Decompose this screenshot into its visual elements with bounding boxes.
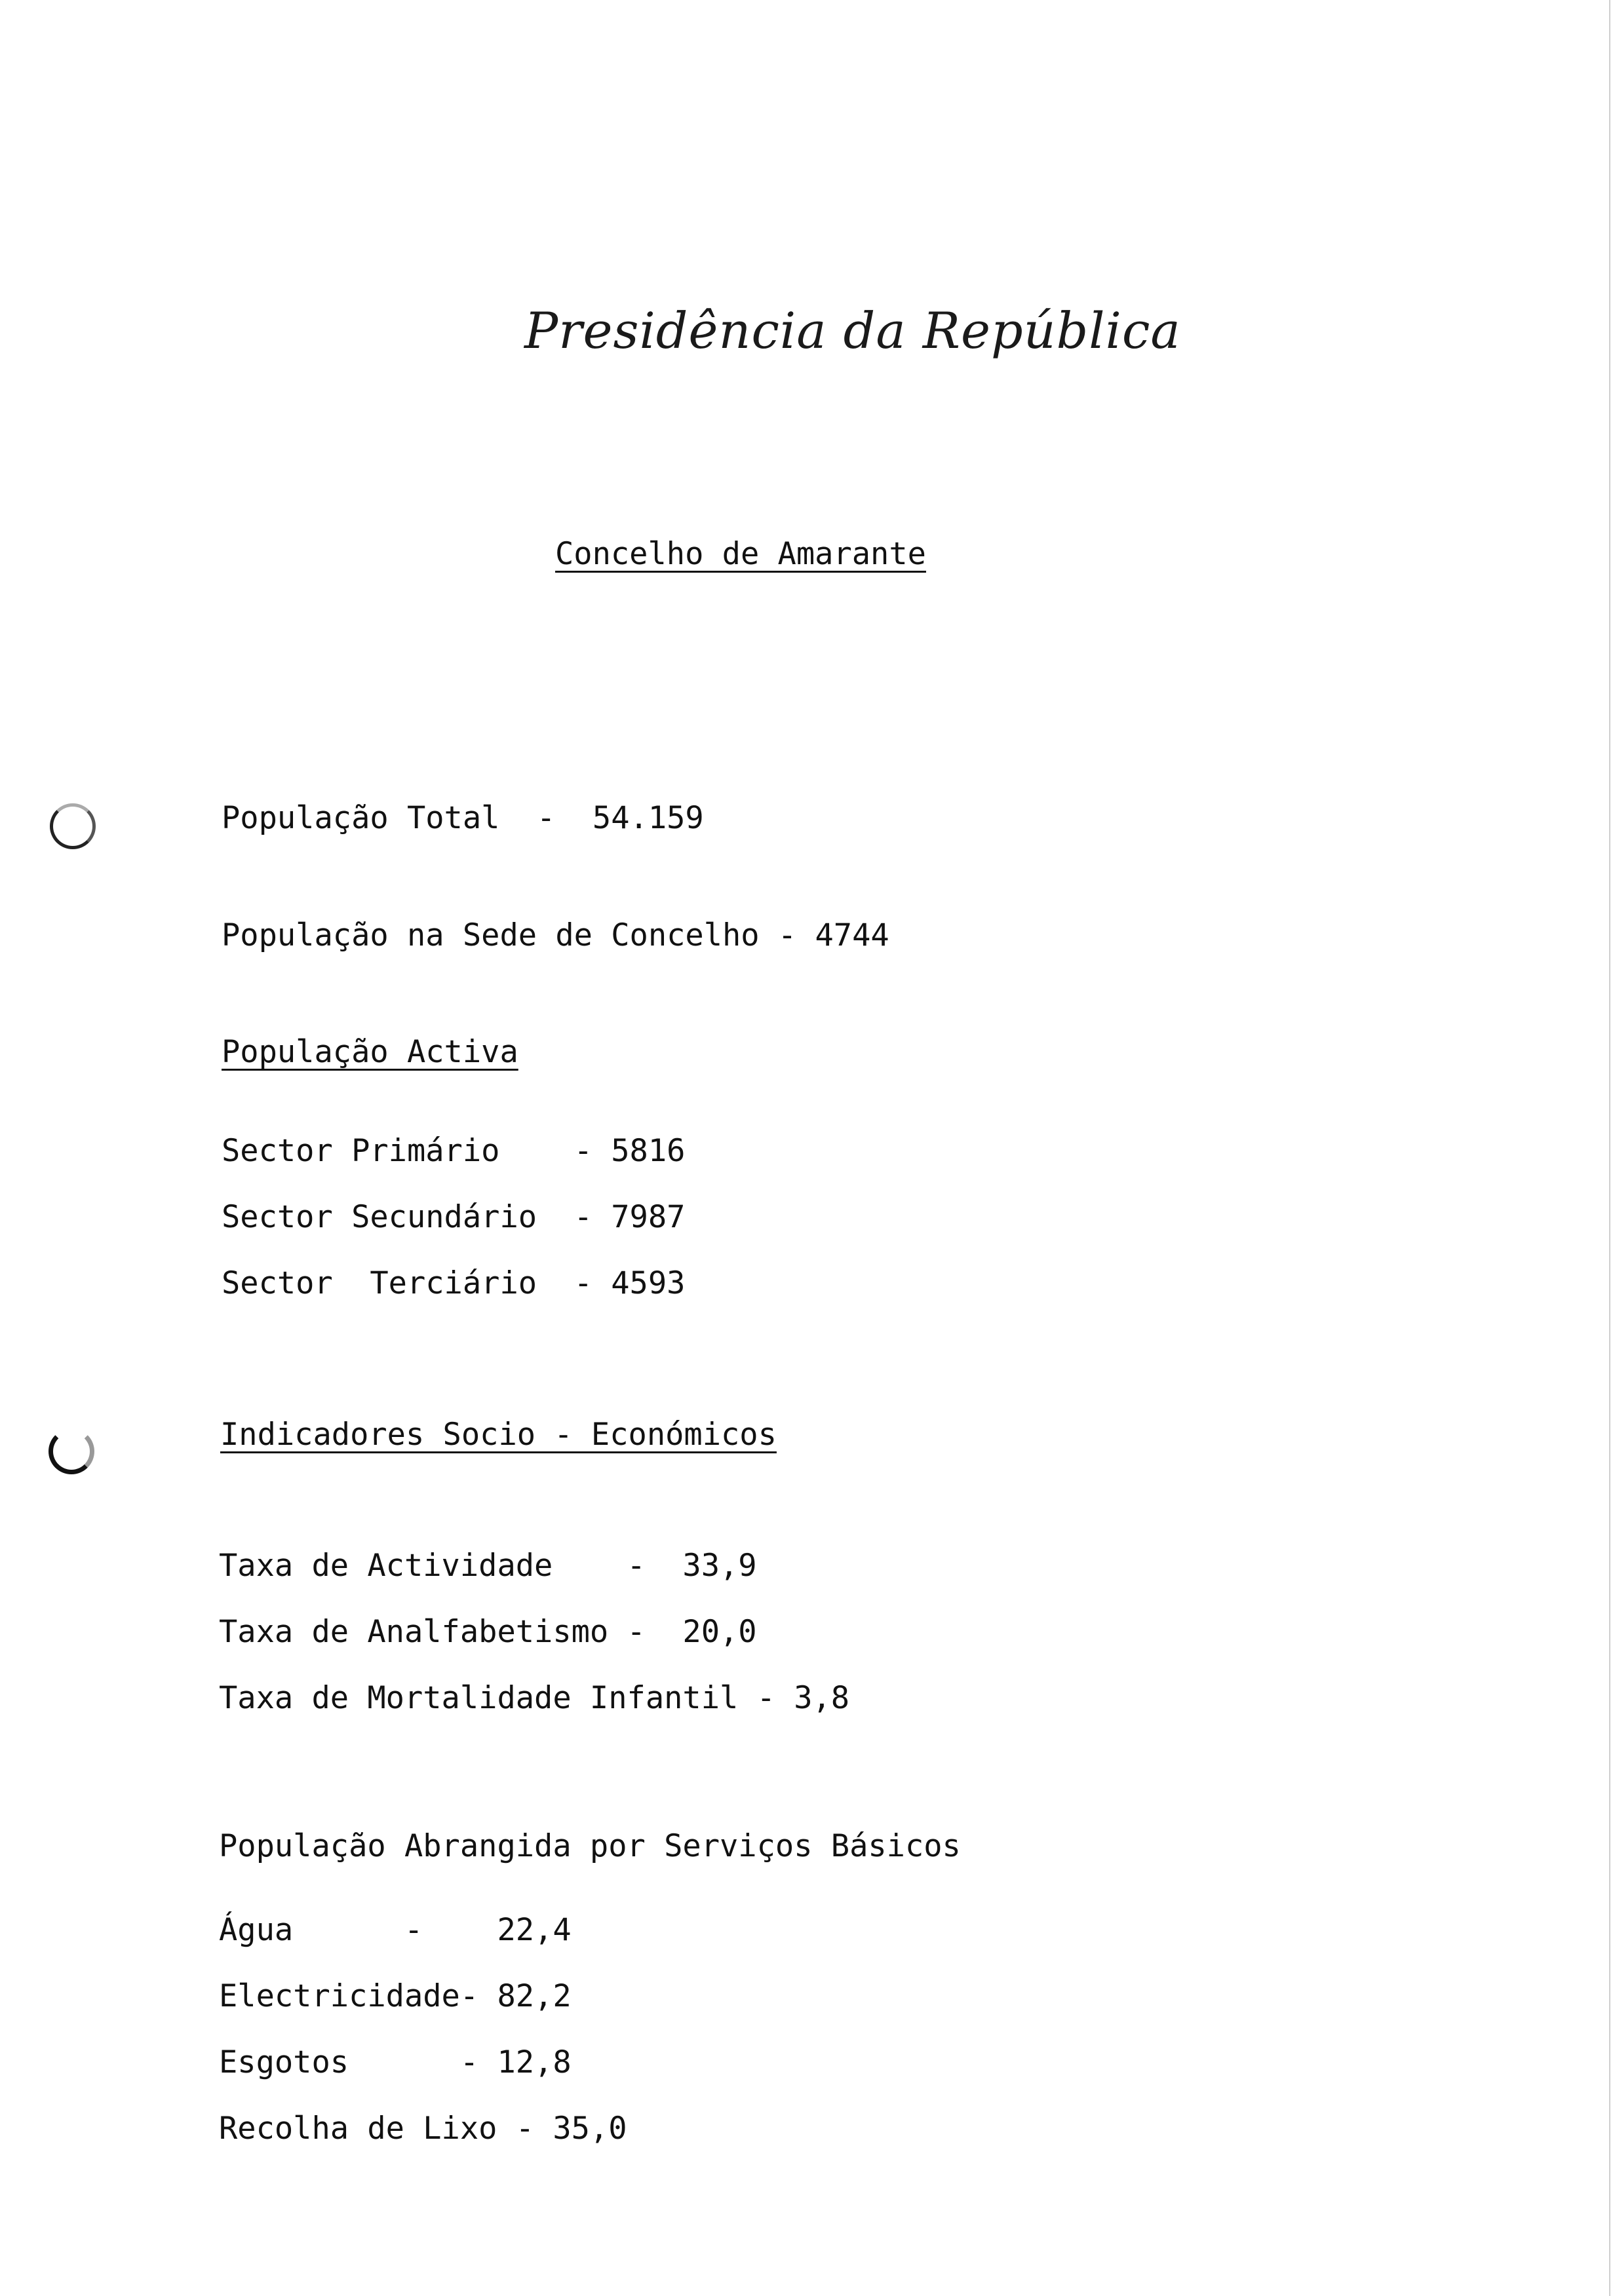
sector-row: Sector Terciário - 4593	[222, 1265, 686, 1301]
services-heading: População Abrangida por Serviços Básicos	[219, 1828, 961, 1864]
punch-hole-bottom	[49, 1428, 94, 1474]
letterhead: Presidência da República	[524, 301, 1181, 360]
sector-row: Sector Secundário - 7987	[222, 1199, 686, 1235]
page-edge-shadow	[1609, 0, 1610, 2296]
population-total: População Total - 54.159	[222, 800, 704, 836]
indicator-row: Taxa de Mortalidade Infantil - 3,8	[219, 1680, 850, 1716]
service-row: Electricidade- 82,2	[219, 1978, 572, 2014]
population-seat: População na Sede de Concelho - 4744	[222, 917, 889, 953]
service-row: Esgotos - 12,8	[219, 2044, 572, 2080]
document-title: Concelho de Amarante	[555, 536, 926, 572]
punch-hole-top	[50, 803, 96, 849]
indicator-row: Taxa de Actividade - 33,9	[219, 1548, 757, 1584]
active-population-heading: População Activa	[222, 1034, 518, 1070]
service-row: Água - 22,4	[219, 1912, 572, 1948]
sector-row: Sector Primário - 5816	[222, 1133, 686, 1169]
service-row: Recolha de Lixo - 35,0	[219, 2111, 627, 2147]
indicator-row: Taxa de Analfabetismo - 20,0	[219, 1614, 757, 1650]
indicators-heading: Indicadores Socio - Económicos	[220, 1417, 777, 1453]
